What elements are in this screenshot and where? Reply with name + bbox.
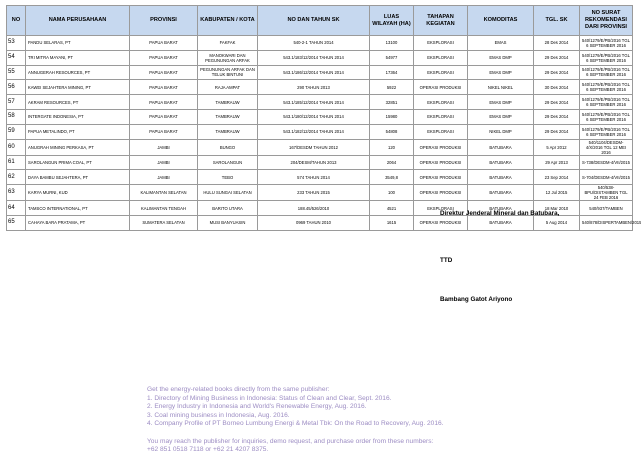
recommendation-letter-cell: 540/1279/E/PB/2016 TGL 6 SEPTEMBER 2016 [580,95,633,110]
decree-date-cell: 29 Des 2014 [534,109,580,124]
commodity-cell: BATUBARA [468,201,534,216]
decree-number-cell: 543.1/183/12/2014 TAHUN 2014 [258,50,370,65]
area-ha-cell: 15980 [370,109,414,124]
table-row [7,36,633,51]
decree-date-cell: 18 Mar 2010 [534,201,580,216]
area-ha-cell: 2064 [370,155,414,170]
regency-cell: MANOKWARI DAN PEGUNUNGAN ARFAK [198,50,258,65]
decree-number-cell: 543.1/180/12/2014 TAHUN 2014 [258,109,370,124]
province-cell: PAPUA BARAT [130,109,198,124]
company-name-cell: PANDU SELARAS, PT [26,36,130,51]
signature-ttd: TTD [440,257,453,264]
table-row [7,124,633,139]
commodity-cell: NIKEL DMP [468,124,534,139]
row-number-cell: 61 [7,155,26,170]
company-name-cell: PAPUA METALINDO, PT [26,124,130,139]
activity-stage-cell: EKSPLORASI [414,201,468,216]
area-ha-cell: 54977 [370,50,414,65]
commodity-cell: BATUBARA [468,215,534,230]
recommendation-letter-cell: 540/1279/E/PB/2016 TGL 6 SEPTEMBER 2016 [580,65,633,80]
area-ha-cell: 120 [370,139,414,155]
promo-item: 4. Company Profile of PT Borneo Lumbung Energi & Metal Tbk: On the Road to Recovery, Aug. 2016. [147,420,444,428]
commodity-cell: BATUBARA [468,170,534,185]
commodity-cell: EMAS [468,36,534,51]
regency-cell: TAMBRAUW [198,95,258,110]
header-activity-stage: TAHAPAN KEGIATAN [414,6,468,36]
company-name-cell: INTERGATE INDONESIA, PT [26,109,130,124]
activity-stage-cell: OPERASI PRODUKSI [414,215,468,230]
province-cell: PAPUA BARAT [130,95,198,110]
regency-cell: SAROLANGUN [198,155,258,170]
commodity-cell: EMAS DMP [468,65,534,80]
province-cell: JAMBI [130,139,198,155]
company-name-cell: KAWEI SEJAHTERA MINING, PT [26,80,130,95]
promo-contact-text: You may reach the publisher for inquiries, demo request, and purchase order from these numbers: [147,437,434,445]
table-row [7,185,633,201]
table-row [7,170,633,185]
activity-stage-cell: EKSPLORASI [414,36,468,51]
decree-number-cell: 574 TAHUN 2014 [258,170,370,185]
company-name-cell: TRI MITRA MAYANI, PT [26,50,130,65]
regency-cell: RAJA AMPAT [198,80,258,95]
promo-item: 3. Coal mining business in Indonesia, Aug. 2016. [147,411,290,419]
header-recommendation-letter: NO SURAT REKOMENDASI DARI PROVINSI [580,6,633,36]
province-cell: JAMBI [130,170,198,185]
commodity-cell: BATUBARA [468,155,534,170]
header-decree-number: NO DAN TAHUN SK [258,6,370,36]
decree-number-cell: 233 TAHUN 2015 [258,185,370,201]
decree-number-cell: 543.1/185/12/2014 TAHUN 2014 [258,95,370,110]
signature-name: Bambang Gatot Ariyono [440,296,513,303]
regency-cell: MUSI BANYUASIN [198,215,258,230]
header-decree-date: TGL. SK [534,6,580,36]
decree-date-cell: 29 Des 2014 [534,95,580,110]
row-number-cell: 56 [7,80,26,95]
decree-date-cell: 30 Des 2014 [534,80,580,95]
header-no: NO [7,6,26,36]
recommendation-letter-cell: 540/1279/E/PB/2016 TGL 6 SEPTEMBER 2016 [580,36,633,51]
company-name-cell: TAMSCO INTERNATIONAL, PT [26,201,130,216]
area-ha-cell: 100 [370,185,414,201]
recommendation-letter-cell: 540/1279/E/PB/2016 TGL 6 SEPTEMBER 2016 [580,124,633,139]
decree-date-cell: 29 Des 2014 [534,124,580,139]
company-name-cell: AKRAM RESOURCES, PT [26,95,130,110]
decree-date-cell: 23 Sep 2014 [534,170,580,185]
regency-cell: TEBO [198,170,258,185]
table-row [7,80,633,95]
regency-cell: PEGUNUNGAN ARFAK DAN TELUK BINTUNI [198,65,258,80]
activity-stage-cell: EKSPLORASI [414,65,468,80]
decree-date-cell: 28 Des 2014 [534,36,580,51]
activity-stage-cell: OPERASI PRODUKSI [414,185,468,201]
row-number-cell: 62 [7,170,26,185]
area-ha-cell: 4521 [370,201,414,216]
publisher-promo [147,386,587,455]
row-number-cell: 53 [7,36,26,51]
company-name-cell: SAROLANGUN PRIMA COAL, PT [26,155,130,170]
commodity-cell: EMAS DMP [468,95,534,110]
province-cell: PAPUA BARAT [130,80,198,95]
decree-date-cell: 29 Apr 2013 [534,155,580,170]
recommendation-letter-cell: 540/1279/E/PB/2016 TGL 6 SEPTEMBER 2016 [580,109,633,124]
promo-intro: Get the energy-related books directly from the same publisher: [147,386,330,393]
promo-item: 2. Energy Industry in Indonesia and World's Renewable Energy, Aug. 2016. [147,403,367,411]
header-company-name: NAMA PERUSAHAAN [26,6,130,36]
table-row [7,95,633,110]
signature-title: Direktur Jenderal Mineral dan Batubara, [440,210,560,217]
recommendation-letter-cell: S-738/DESDM-4/VII/2015 [580,155,633,170]
province-cell: JAMBI [130,155,198,170]
row-number-cell: 54 [7,50,26,65]
area-ha-cell: 32851 [370,95,414,110]
area-ha-cell: 3549,8 [370,170,414,185]
table-body [7,36,641,231]
table-header-row [7,6,633,36]
commodity-cell: EMAS DMP [468,109,534,124]
company-name-cell: ANUGRAH MINING PERKASA, PT [26,139,130,155]
activity-stage-cell: OPERASI PRODUKSI [414,80,468,95]
province-cell: PAPUA BARAT [130,124,198,139]
row-number-cell: 64 [7,201,26,216]
regency-cell: BARITO UTARA [198,201,258,216]
regency-cell: HULU SUNGAI SELATAN [198,185,258,201]
activity-stage-cell: EKSPLORASI [414,50,468,65]
table-row [7,65,633,80]
decree-number-cell: 167/DESDM TAHUN 2012 [258,139,370,155]
decree-number-cell: 543.1/186/12/2014 TAHUN 2014 [258,65,370,80]
decree-number-cell: 204/DESM/TAHUN 2013 [258,155,370,170]
row-number-cell: 55 [7,65,26,80]
iup-table-container [6,5,641,231]
table-row [7,155,633,170]
recommendation-letter-cell: 540/878/DISPERTAMBEN/2015 [580,215,633,230]
company-name-cell: DAYA BAMBU SEJAHTERA, PT [26,170,130,185]
promo-item: 1. Directory of Mining Business in Indonesia: Status of Clean and Clear, Sept. 2016. [147,394,392,402]
commodity-cell: BATUBARA [468,185,534,201]
commodity-cell: BATUBARA [468,139,534,155]
commodity-cell: NIKEL NIKEL [468,80,534,95]
decree-date-cell: 29 Des 2014 [534,65,580,80]
activity-stage-cell: OPERASI PRODUKSI [414,155,468,170]
row-number-cell: 60 [7,139,26,155]
decree-number-cell: 188.45/526/2010 [258,201,370,216]
table-row [7,50,633,65]
header-regency: KABUPATEN / KOTA [198,6,258,36]
area-ha-cell: 5922 [370,80,414,95]
decree-date-cell: 5 Aug 2014 [534,215,580,230]
decree-number-cell: 543.1/182/12/2014 TAHUN 2014 [258,124,370,139]
header-area: LUAS WILAYAH (HA) [370,6,414,36]
activity-stage-cell: EKSPLORASI [414,109,468,124]
recommendation-letter-cell: 540/1279/E/PB/2016 TGL 6 SEPTEMBER 2016 [580,50,633,65]
decree-date-cell: 5 Apr 2012 [534,139,580,155]
regency-cell: FAKFAK [198,36,258,51]
decree-date-cell: 12 Jul 2015 [534,185,580,201]
decree-number-cell: 0969 TAHUN 2010 [258,215,370,230]
decree-number-cell: 290 TAHUN 2013 [258,80,370,95]
row-number-cell: 59 [7,124,26,139]
province-cell: PAPUA BARAT [130,50,198,65]
activity-stage-cell: OPERASI PRODUKSI [414,139,468,155]
province-cell: KALIMANTAN SELATAN [130,185,198,201]
company-name-cell: KARYA MURNI, KUD [26,185,130,201]
area-ha-cell: 54808 [370,124,414,139]
commodity-cell: EMAS DMP [468,50,534,65]
regency-cell: TAMBRAUW [198,109,258,124]
header-province: PROVINSI [130,6,198,36]
activity-stage-cell: EKSPLORASI [414,95,468,110]
promo-contact-numbers: +62 851 0518 7118 or +62 21 4207 8375. [147,446,269,454]
table-row [7,109,633,124]
recommendation-letter-cell: 540/538-BPU/DISTAMBEN TGL 24 FEB 2016 [580,185,633,201]
iup-table [6,5,641,231]
row-number-cell: 63 [7,185,26,201]
company-name-cell: CAHAYA BARA PRATAMA, PT [26,215,130,230]
promo-spacer [147,429,587,438]
area-ha-cell: 13100 [370,36,414,51]
recommendation-letter-cell: 540/937/TAMBEN [580,201,633,216]
area-ha-cell: 17364 [370,65,414,80]
recommendation-letter-cell: 540/1279/E/PB/2016 TGL 6 SEPTEMBER 2016 [580,80,633,95]
company-name-cell: ANNUGERAH RESOURCES, PT [26,65,130,80]
table-row [7,215,633,230]
recommendation-letter-cell: 540/1104/DESDM-4/X/2016 TGL 12 MEI 2016 [580,139,633,155]
activity-stage-cell: OPERASI PRODUKSI [414,170,468,185]
province-cell: PAPUA BARAT [130,36,198,51]
row-number-cell: 57 [7,95,26,110]
decree-date-cell: 29 Des 2014 [534,50,580,65]
province-cell: PAPUA BARAT [130,65,198,80]
decree-number-cell: 540-2-1 TAHUN 2014 [258,36,370,51]
activity-stage-cell: EKSPLORASI [414,124,468,139]
recommendation-letter-cell: S-704/DESDM-4/VII/2015 [580,170,633,185]
header-commodity: KOMODITAS [468,6,534,36]
table-row [7,139,633,155]
province-cell: KALIMANTAN TENGAH [130,201,198,216]
province-cell: SUMATERA SELATAN [130,215,198,230]
regency-cell: BUNGO [198,139,258,155]
regency-cell: TAMBRAUW [198,124,258,139]
row-number-cell: 58 [7,109,26,124]
area-ha-cell: 1615 [370,215,414,230]
row-number-cell: 65 [7,215,26,230]
